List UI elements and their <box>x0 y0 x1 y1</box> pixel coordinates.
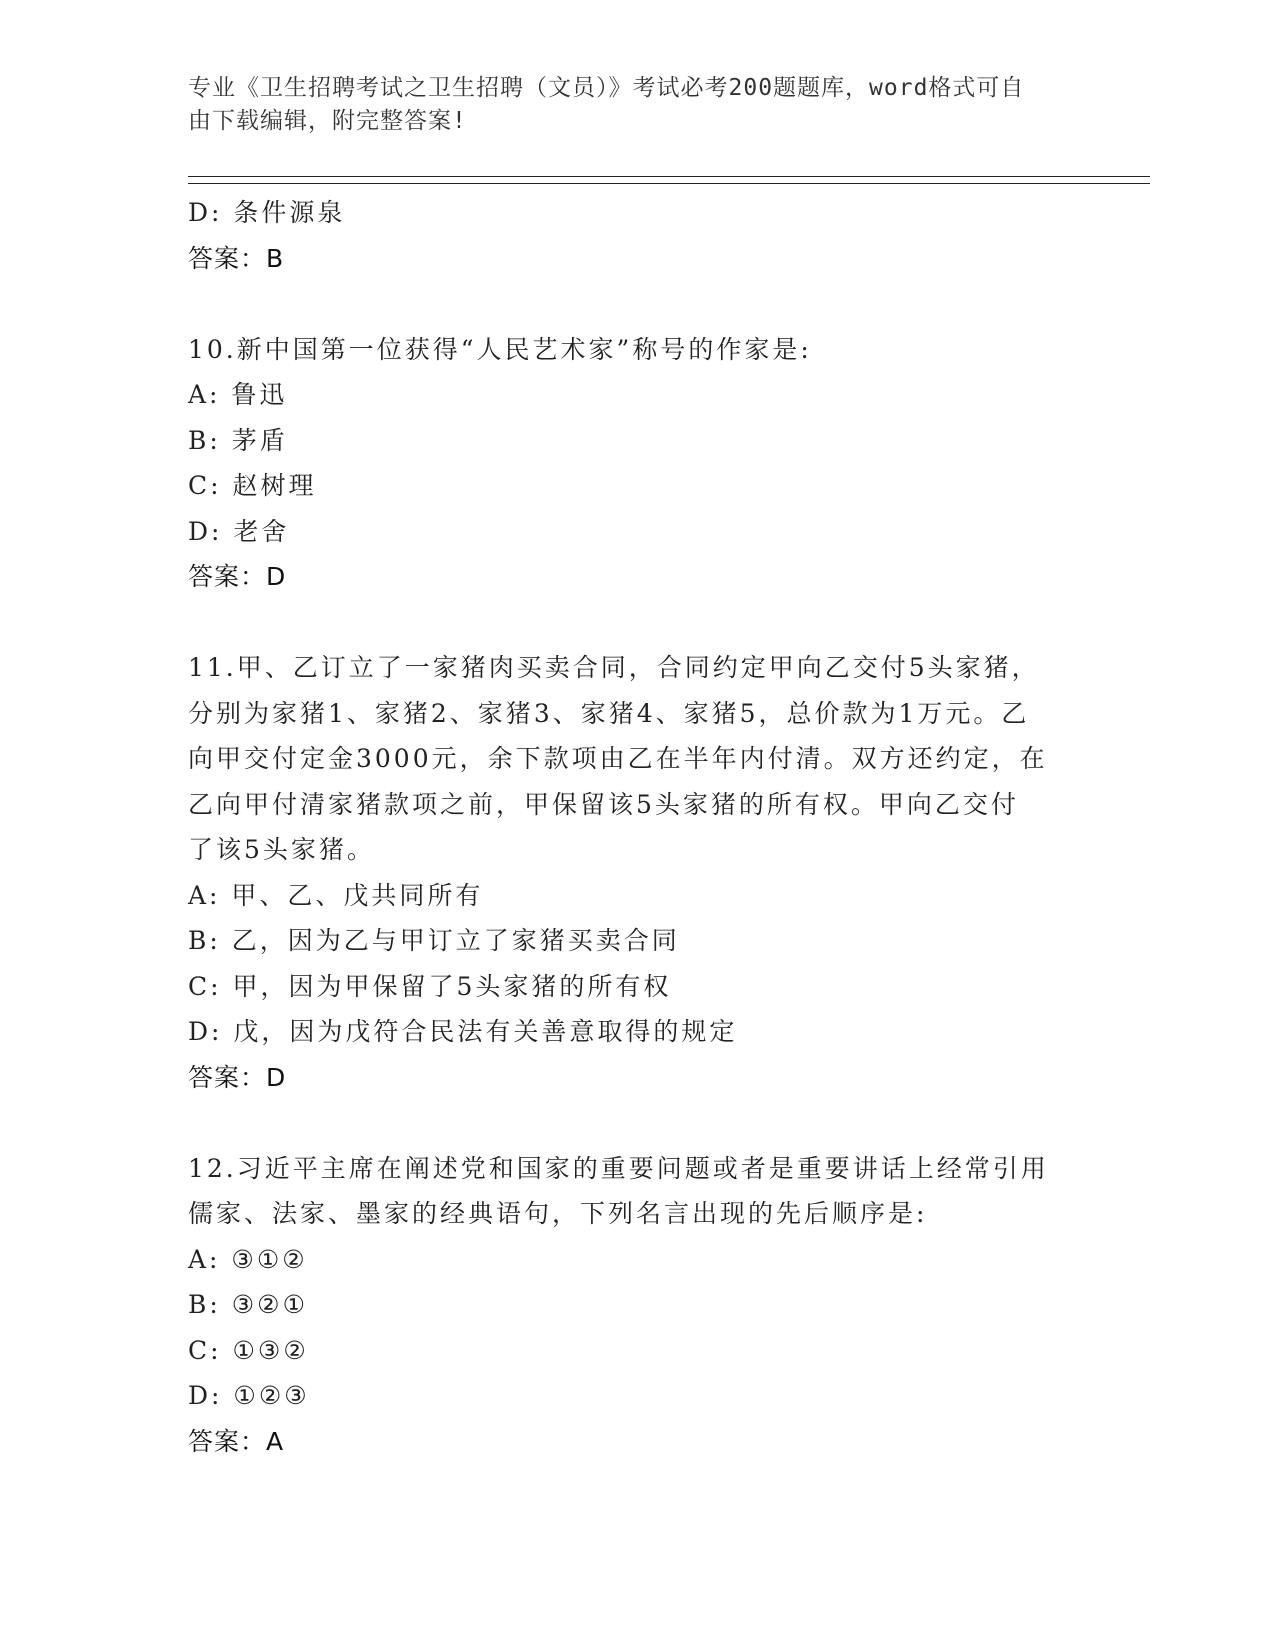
header-line-2: 由下载编辑，附完整答案! <box>188 108 467 134</box>
question-line: 儒家、法家、墨家的经典语句，下列名言出现的先后顺序是: <box>188 1199 928 1228</box>
spacer <box>188 1100 1088 1146</box>
question-line: 乙向甲付清家猪款项之前，甲保留该5头家猪的所有权。甲向乙交付 <box>188 789 1019 819</box>
option-d: D: 条件源泉 <box>188 198 346 227</box>
answer-line: 答案：D <box>188 1062 287 1092</box>
answer-line: 答案：A <box>188 1426 285 1456</box>
option-c: C: ①③② <box>188 1335 309 1365</box>
option-c: C: 甲，因为甲保留了5头家猪的所有权 <box>188 971 672 1001</box>
answer-line: 答案：D <box>188 562 287 591</box>
question-line: 向甲交付定金3000元，余下款项由乙在半年内付清。双方还约定，在 <box>188 744 1048 773</box>
question-11 <box>188 645 1088 1100</box>
question-12 <box>188 1146 1088 1465</box>
question-line: 10.新中国第一位获得“人民艺术家”称号的作家是: <box>188 334 812 364</box>
option-d: D: ①②③ <box>188 1381 310 1410</box>
question-9-continuation <box>188 190 1088 281</box>
option-b: B: 茅盾 <box>188 425 288 455</box>
question-10 <box>188 327 1088 600</box>
question-line: 12.习近平主席在阐述党和国家的重要问题或者是重要讲话上经常引用 <box>188 1153 1049 1183</box>
option-d: D: 戊，因为戊符合民法有关善意取得的规定 <box>188 1017 738 1046</box>
question-text <box>188 1146 1088 1237</box>
answer-line: 答案：B <box>188 243 285 273</box>
header-line-1: 专业《卫生招聘考试之卫生招聘（文员）》考试必考200题题库，word格式可自 <box>188 75 1025 101</box>
spacer <box>188 281 1088 327</box>
spacer <box>188 600 1088 646</box>
question-text <box>188 327 1088 373</box>
option-a: A: 甲、乙、戊共同所有 <box>188 880 484 910</box>
option-b: B: ③②① <box>188 1290 308 1319</box>
option-c: C: 赵树理 <box>188 471 317 500</box>
header-double-rule <box>188 176 1150 184</box>
question-line: 了该5头家猪。 <box>188 835 375 864</box>
option-a: A: ③①② <box>188 1244 308 1274</box>
question-text <box>188 645 1088 873</box>
option-d: D: 老舍 <box>188 516 290 546</box>
option-a: A: 鲁迅 <box>188 380 288 409</box>
document-body <box>188 190 1088 1464</box>
document-header <box>188 72 1068 138</box>
question-line: 11.甲、乙订立了一家猪肉买卖合同，合同约定甲向乙交付5头家猪， <box>188 653 1040 682</box>
option-b: B: 乙，因为乙与甲订立了家猪买卖合同 <box>188 926 680 955</box>
question-line: 分别为家猪1、家猪2、家猪3、家猪4、家猪5，总价款为1万元。乙 <box>188 698 1030 728</box>
